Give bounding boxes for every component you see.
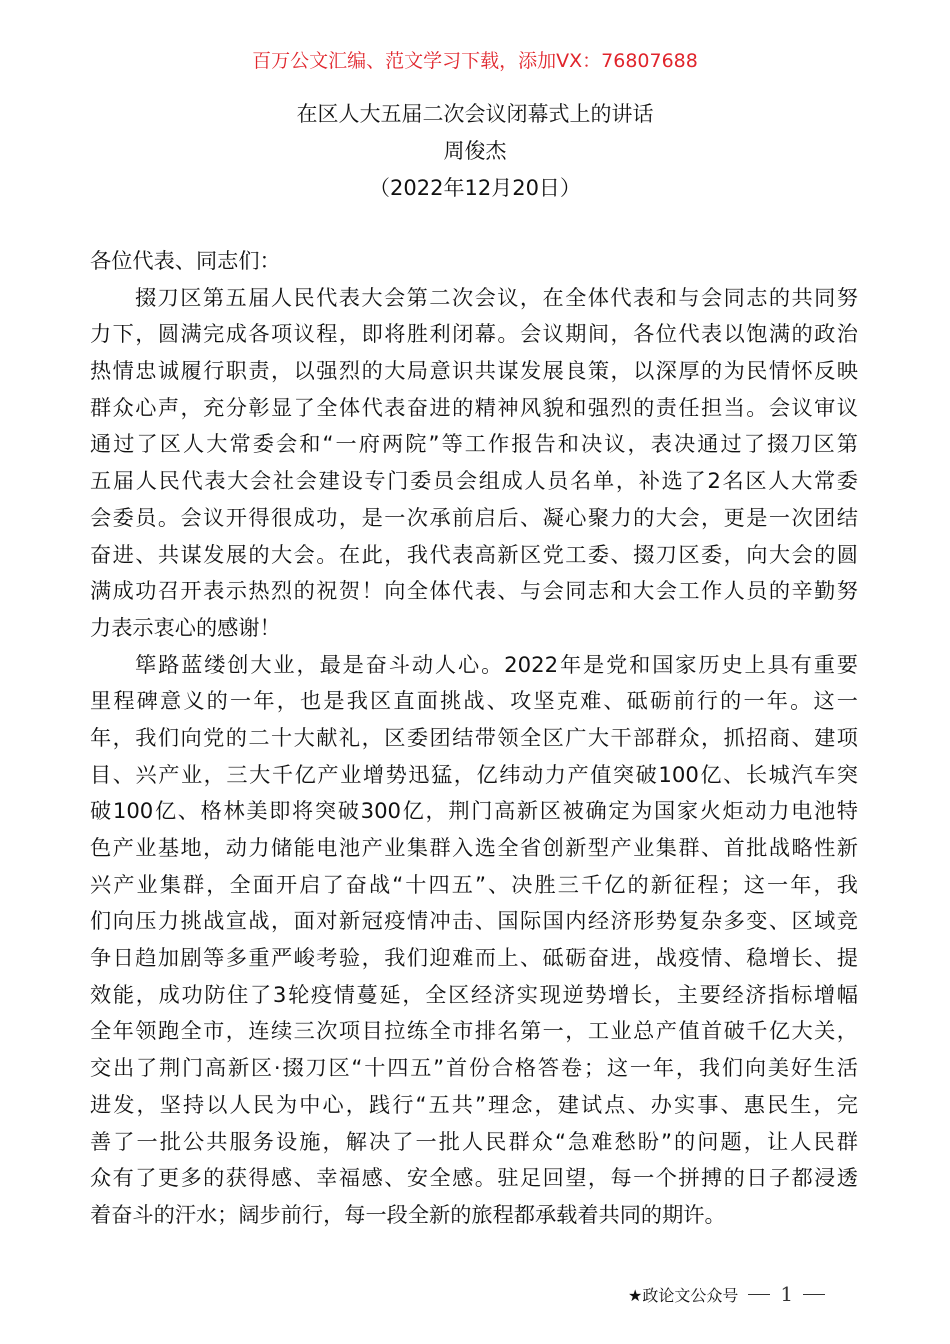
paragraph-line: 善了一批公共服务设施，解决了一批人民群众“急难愁盼”的问题，让人民群	[90, 1128, 858, 1154]
paragraph-line: 力下，圆满完成各项议程，即将胜利闭幕。会议期间，各位代表以饱满的政治	[90, 321, 858, 347]
paragraph-line: 会委员。会议开得很成功，是一次承前启后、凝心聚力的大会，更是一次团结	[90, 504, 858, 530]
date: （2022年12月20日）	[369, 176, 581, 200]
divider	[803, 1294, 825, 1295]
download-banner: 百万公文汇编、范文学习下载，添加VX：76807688	[252, 50, 698, 72]
paragraph-line: 目、兴产业，三大千亿产业增势迅猛，亿纬动力产值突破100亿、长城汽车突	[90, 761, 858, 787]
paragraph-line: 色产业基地，动力储能电池产业集群入选全省创新型产业集群、首批战略性新	[90, 835, 858, 860]
paragraph-line: 热情忠诚履行职责，以强烈的大局意识共谋发展良策，以深厚的为民情怀反映	[90, 358, 858, 384]
page-number: 1	[780, 1282, 794, 1306]
paragraph-line: 们向压力挑战宣战，面对新冠疫情冲击、国际国内经济形势复杂多变、区域竞	[90, 908, 858, 934]
paragraph-line: 筚路蓝缕创大业，最是奋斗动人心。2022年是党和国家历史上具有重要	[135, 651, 858, 677]
paragraph-line: 兴产业集群，全面开启了奋战“十四五”、决胜三千亿的新征程；这一年，我	[90, 871, 858, 897]
paragraph-line: 效能，成功防住了3轮疫情蔓延，全区经济实现逆势增长，主要经济指标增幅	[90, 981, 858, 1007]
salutation: 各位代表、同志们：	[90, 248, 281, 273]
footer-source: ★政论文公众号	[628, 1285, 739, 1305]
paragraph-line: 破100亿、格林美即将突破300亿，荆门高新区被确定为国家火炬动力电池特	[90, 798, 858, 824]
page-footer	[628, 1282, 825, 1306]
paragraph-line: 力表示衷心的感谢！	[90, 614, 281, 640]
paragraph-line: 满成功召开表示热烈的祝贺！向全体代表、与会同志和大会工作人员的辛勤努	[90, 578, 858, 604]
divider	[748, 1294, 770, 1295]
paragraph-line: 奋进、共谋发展的大会。在此，我代表高新区党工委、掇刀区委，向大会的圆	[90, 541, 858, 567]
paragraph	[90, 280, 858, 647]
document-title: 在区人大五届二次会议闭幕式上的讲话	[296, 102, 654, 126]
paragraph-line: 交出了荆门高新区·掇刀区“十四五”首份合格答卷；这一年，我们向美好生活	[90, 1055, 858, 1081]
paragraph-line: 年，我们向党的二十大献礼，区委团结带领全区广大干部群众，抓招商、建项	[90, 724, 858, 750]
paragraph-line: 全年领跑全市，连续三次项目拉练全市排名第一，工业总产值首破千亿大关，	[90, 1018, 858, 1044]
paragraph-line: 众有了更多的获得感、幸福感、安全感。驻足回望，每一个拼搏的日子都浸透	[90, 1165, 858, 1191]
author: 周俊杰	[443, 139, 507, 163]
paragraph-line: 进发，坚持以人民为中心，践行“五共”理念，建试点、办实事、惠民生，完	[90, 1091, 858, 1117]
paragraph-line: 掇刀区第五届人民代表大会第二次会议，在全体代表和与会同志的共同努	[135, 284, 858, 310]
paragraph	[90, 647, 858, 1234]
speech-body	[90, 243, 858, 1234]
paragraph-line: 通过了区人大常委会和“一府两院”等工作报告和决议，表决通过了掇刀区第	[90, 431, 858, 457]
paragraph-line: 五届人民代表大会社会建设专门委员会组成人员名单，补选了2名区人大常委	[90, 468, 858, 494]
paragraph-line: 着奋斗的汗水；阔步前行，每一段全新的旅程都承载着共同的期许。	[90, 1201, 726, 1227]
paragraph-line: 争日趋加剧等多重严峻考验，我们迎难而上、砥砺奋进，战疫情、稳增长、提	[90, 945, 858, 971]
paragraph-line: 群众心声，充分彰显了全体代表奋进的精神风貌和强烈的责任担当。会议审议	[90, 394, 858, 420]
paragraph-line: 里程碑意义的一年，也是我区直面挑战、攻坚克难、砥砺前行的一年。这一	[90, 688, 858, 714]
